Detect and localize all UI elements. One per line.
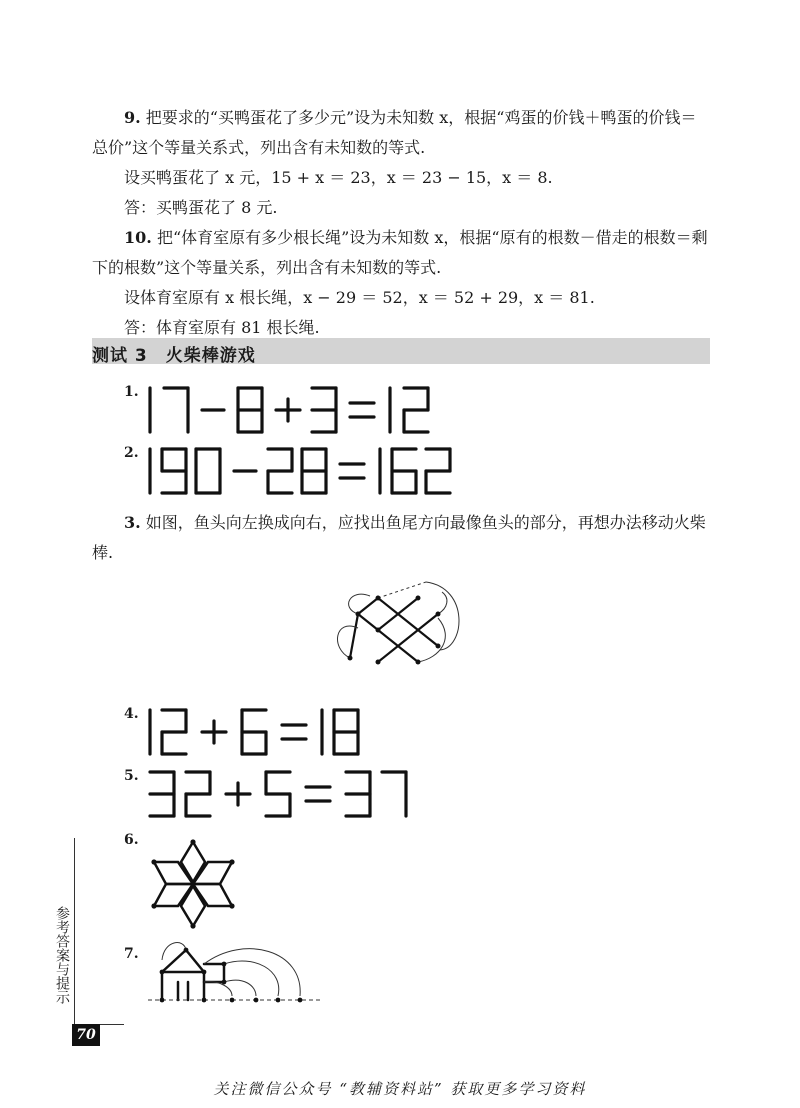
problem-9-number: 9.: [124, 108, 141, 127]
item-1-label: 1.: [124, 384, 139, 400]
problem-10-answer: 答：体育室原有 81 根长绳.: [124, 318, 320, 337]
section-title: 测试 3 火柴棒游戏: [92, 346, 256, 366]
sidebar-text: 参考答案与提示: [54, 906, 70, 1004]
matchstick-equation-2: [140, 443, 460, 499]
fish-matchstick-diagram: [330, 578, 470, 682]
item-4-label: 4.: [124, 706, 139, 722]
item-6-label: 6.: [124, 832, 139, 848]
star-matchstick-figure: [148, 838, 238, 930]
problem-10-solution: 设体育室原有 x 根长绳，x − 29 ＝ 52，x ＝ 52 + 29，x ＝ 81.: [124, 288, 595, 307]
matchstick-equation-4: [140, 704, 380, 760]
matchstick-equation-1: [140, 382, 460, 438]
problem-9-solution: 设买鸭蛋花了 x 元，15 + x ＝ 23，x ＝ 23 − 15，x ＝ 8.: [124, 168, 553, 187]
problem-9-text: 9. 把要求的“买鸭蛋花了多少元”设为未知数 x，根据“鸡蛋的价钱＋鸭蛋的价钱＝总价”这个等量关系式，列出含有未知数的等式.: [92, 108, 697, 157]
problem-9-answer: 答：买鸭蛋花了 8 元.: [124, 198, 278, 217]
sidebar-line: [74, 838, 75, 1024]
item-3-text: 3. 如图，鱼头向左换成向右，应找出鱼尾方向最像鱼头的部分，再想办法移动火柴棒.: [92, 513, 706, 562]
problem-10-number: 10.: [124, 228, 152, 247]
item-7-label: 7.: [124, 946, 139, 962]
matchstick-equation-5: [140, 766, 420, 822]
item-2-label: 2.: [124, 445, 139, 461]
footer-promo-text: 关注微信公众号 “教辅资料站” 获取更多学习资料: [213, 1080, 587, 1098]
item-3-label: 3.: [124, 513, 141, 532]
item-5-label: 5.: [124, 768, 139, 784]
page-number: 70: [72, 1024, 100, 1046]
house-matchstick-figure: [144, 940, 324, 1012]
problem-10-text: 10. 把“体育室原有多少根长绳”设为未知数 x，根据“原有的根数－借走的根数＝剩下的根数”这个等量关系，列出含有未知数的等式.: [92, 228, 708, 277]
